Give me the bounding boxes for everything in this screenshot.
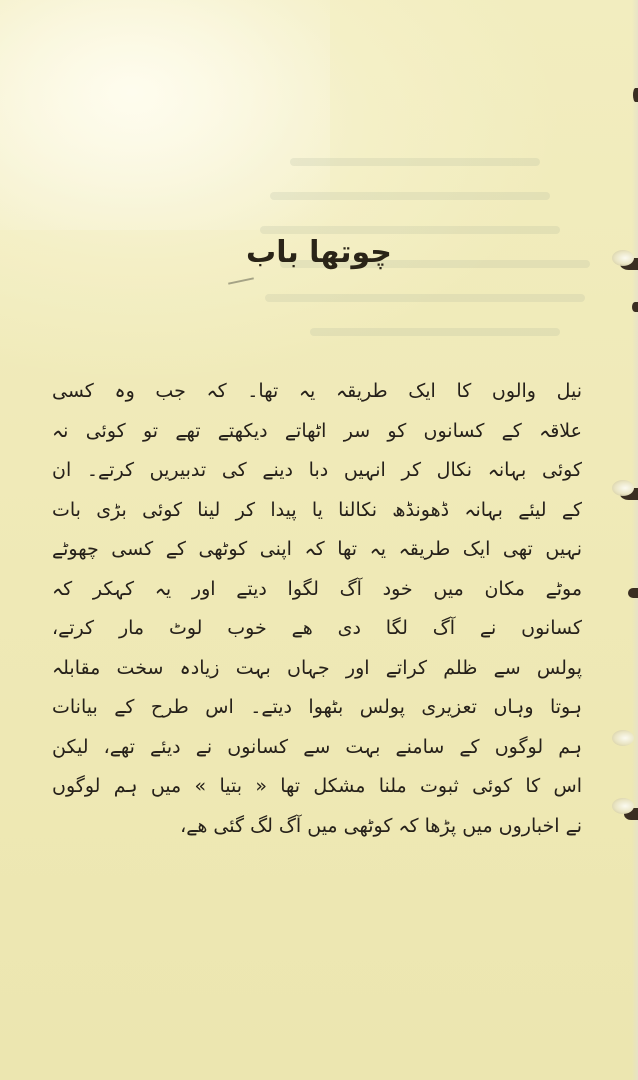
text-line: اس کا کوئی ثبوت ملنا مشکل تھا « بتیا » میں ہم لوگوں — [52, 775, 582, 797]
binding-mark — [633, 88, 638, 102]
text-line: ہم لوگوں کے سامنے بہت سے کسانوں نے دیئے تھے، لیکن — [52, 735, 582, 758]
text-line: کے لیئے بہانہ ڈھونڈھ نکالنا یا پیدا کر لینا کوئی بڑی بات — [52, 498, 582, 521]
punch-hole — [612, 250, 634, 266]
text-line: علاقہ کے کسانوں کو سر اٹھاتے دیکھتے تھے تو کوئی نہ — [52, 419, 582, 442]
punch-hole — [612, 730, 634, 746]
chapter-title: چوتھا باب — [246, 235, 392, 270]
binding-mark — [628, 588, 638, 598]
text-line: کسانوں نے آگ لگا دی ھے خوب لوٹ مار کرتے، — [52, 617, 582, 639]
binding-mark — [632, 302, 638, 312]
text-line: ہوتا وہاں تعزیری پولس بٹھوا دیتے۔ اس طرح کے بیانات — [52, 696, 582, 718]
text-line: نیل والوں کا ایک طریقہ یہ تھا۔ کہ جب وہ کسی — [52, 380, 582, 402]
paragraph — [52, 372, 582, 846]
page-edge — [632, 0, 638, 1080]
text-line: نہیں تھی ایک طریقہ یہ تھا کہ اپنی کوٹھی کے کسی چھوٹے — [52, 538, 582, 560]
punch-hole — [612, 480, 634, 496]
text-line: موٹے مکان میں خود آگ لگوا دیتے اور یہ کہکر کہ — [52, 577, 582, 600]
punch-hole — [612, 798, 634, 814]
text-line: کوئی بہانہ نکال کر انہیں دبا دینے کی تدبیریں کرتے۔ ان — [52, 459, 582, 481]
text-line: نے اخباروں میں پڑھا کہ کوٹھی میں آگ لگ گئی ھے، — [180, 814, 582, 837]
text-line: پولس سے ظلم کراتے اور جہاں بہت زیادہ سخت مقابلہ — [52, 656, 582, 679]
